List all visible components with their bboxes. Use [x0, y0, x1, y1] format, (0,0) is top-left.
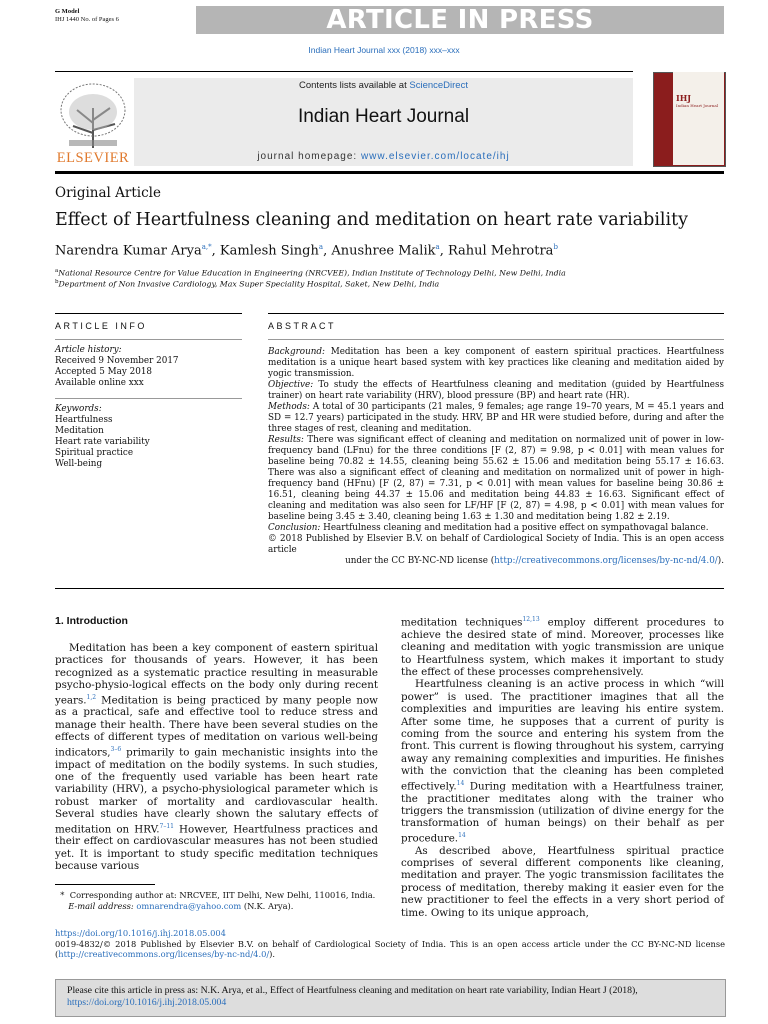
body-text: Meditation is being practiced by many people now as a practical, safe and effective tool to reduce stress and manage their health. There have been several studies on the effects of different types of meditation on various well-being indicators,	[55, 694, 378, 759]
abstract-body	[268, 347, 724, 567]
license-prefix: under the CC BY-NC-ND license (	[345, 556, 495, 566]
affil-text: National Resource Centre for Value Education in Engineering (NRCVEE), Indian Institute of Technology Delhi, New Delhi, India	[58, 268, 566, 278]
keyword: Spiritual practice	[55, 448, 134, 458]
doi-block	[55, 928, 725, 960]
sciencedirect-link[interactable]: ScienceDirect	[409, 80, 468, 91]
abstract-text: Meditation has been a key component of eastern spiritual practices. Heartfulness meditation is a unique heart based system with key practices like cleaning and meditation aided by yogic transmission.	[268, 347, 725, 379]
gmodel-label: G Model	[55, 8, 80, 15]
author-affil-mark[interactable]: a	[435, 243, 440, 251]
author-name: Narendra Kumar Arya	[55, 243, 202, 259]
footnote-line	[55, 890, 375, 901]
issn-text: 0019-4832/© 2018 Published by Elsevier B.V. on behalf of Cardiological Society of India. This is an open access article under the CC BY-NC-ND license (	[55, 938, 725, 959]
abstract-text: A total of 30 participants (21 males, 9 females; age range 19–70 years, M = 45.1 years and SD = 12.7 years) participated in the study. HRV, BP and HR were studied before, during and after the three stages of rest, cleaning and meditation.	[268, 402, 724, 434]
history-received: Received 9 November 2017	[55, 356, 179, 366]
elsevier-wordmark: ELSEVIER	[56, 150, 130, 166]
history-accepted: Accepted 5 May 2018	[55, 367, 153, 377]
contents-lists	[134, 80, 633, 91]
abstract-license	[268, 556, 724, 567]
article-history	[55, 345, 242, 389]
issn-end: ).	[269, 949, 276, 959]
footnote-text: Corresponding author at: NRCVEE, IIT Delhi, New Delhi, 110016, India.	[69, 890, 376, 900]
affiliation-b	[55, 279, 439, 289]
abstract-label: Methods:	[268, 402, 310, 412]
info-rule	[55, 313, 242, 314]
issn-line	[55, 939, 725, 960]
citation-ref[interactable]: 3–6	[110, 745, 122, 753]
keyword: Heart rate variability	[55, 437, 150, 447]
citation-ref[interactable]: 1,2	[86, 693, 97, 701]
journal-name: Indian Heart Journal	[297, 106, 470, 127]
history-online: Available online xxx	[55, 378, 144, 388]
footnote-rule	[55, 884, 155, 885]
affiliation-a	[55, 268, 566, 278]
affil-mark: a	[55, 268, 59, 274]
journal-cover-panel	[673, 72, 724, 165]
header-rule	[55, 71, 633, 72]
license-suffix: ).	[717, 556, 724, 566]
license-link[interactable]: http://creativecommons.org/licenses/by-nc-nd/4.0/	[494, 556, 718, 566]
abstract-methods	[268, 402, 724, 435]
citation-ref[interactable]: 14	[456, 779, 465, 787]
doi-link[interactable]: https://doi.org/10.1016/j.ihj.2018.05.004	[55, 928, 226, 938]
keyword: Meditation	[55, 426, 104, 436]
header-thick-rule	[55, 171, 724, 174]
homepage-prefix: journal homepage:	[257, 151, 361, 162]
abstract-background	[268, 347, 724, 380]
info-divider	[55, 339, 242, 340]
citation-ref[interactable]: 7–11	[159, 822, 174, 830]
body-text: Heartfulness cleaning is an active process in which “will power” is used. The practitioner imagines that all the complexities and impurities are leaving his entire system. After some time, he supposes that a current of purity is coming from the source and entering his system from the front. This current is flowing throughout his system, carrying away any remaining complexities and impurities. He finishes with the conviction that the cleaning has been completed effectively.	[401, 678, 724, 793]
manuscript-model	[55, 8, 119, 24]
abstract-text: Heartfulness cleaning and meditation had a positive effect on sympathovagal balance.	[323, 523, 709, 533]
journal-reference-link[interactable]: Indian Heart Journal xxx (2018) xxx–xxx	[308, 45, 460, 55]
body-column-left	[55, 642, 378, 873]
footnote-email-line	[55, 901, 375, 912]
article-in-press-text: ARTICLE IN PRESS	[326, 5, 594, 35]
keyword: Well-being	[55, 459, 103, 469]
abstract-label: Conclusion:	[268, 523, 321, 533]
history-label: Article history:	[55, 345, 122, 355]
abstract-divider	[268, 339, 724, 340]
introduction-heading: 1. Introduction	[55, 615, 128, 627]
abstract-copyright: © 2018 Published by Elsevier B.V. on behalf of Cardiological Society of India. This is an open access article	[268, 534, 724, 555]
abstract-label: Results:	[268, 435, 304, 445]
abstract-results	[268, 435, 724, 523]
abstract-conclusion	[268, 523, 724, 534]
article-title: Effect of Heartfulness cleaning and meditation on heart rate variability	[55, 210, 689, 230]
keyword: Heartfulness	[55, 415, 113, 425]
journal-homepage	[134, 151, 633, 162]
abstract-text: To study the effects of Heartfulness cleaning and meditation (guided by Heartfulness trainer) on heart rate variability (HRV), blood pressure (BP) and heart rate (HR).	[268, 380, 724, 401]
affil-text: Department of Non Invasive Cardiology, Max Super Speciality Hospital, Saket, New Delhi, India	[58, 279, 440, 289]
body-text: meditation techniques	[401, 616, 523, 629]
manuscript-id: IHJ 1440 No. of Pages 6	[55, 16, 119, 23]
cite-doi-link[interactable]: https://doi.org/10.1016/j.ihj.2018.05.004	[67, 997, 227, 1008]
author-affil-mark[interactable]: a	[318, 243, 324, 251]
footnote-mark: *	[60, 890, 65, 900]
keywords-divider	[55, 398, 242, 399]
abstract-rule	[268, 313, 724, 314]
email-suffix: (N.K. Arya).	[241, 900, 294, 911]
body-text: employ different procedures to achieve the desired state of mind. Moreover, processes like cleaning and meditation with yogic transmission are unique to Heartfulness system, which makes it important to study the effect of these processes comprehensively.	[401, 616, 724, 679]
body-paragraph: As described above, Heartfulness spiritual practice comprises of several different components like cleaning, meditation and prayer. The yogic transmission facilitates the process of meditation, thereby making it easier even for the new practitioner to feel the effects in a very short period of time. Owing to its unique approach,	[401, 844, 724, 919]
citation-ref[interactable]: 14	[458, 831, 466, 839]
keywords	[55, 404, 242, 470]
abstract-label: Objective:	[268, 380, 314, 390]
author-name: Kamlesh Singh	[219, 243, 319, 259]
license-link-footer[interactable]: http://creativecommons.org/licenses/by-nc-nd/4.0/	[58, 949, 270, 959]
email-label: E-mail address:	[68, 900, 134, 911]
author-name: Rahul Mehrotra	[447, 243, 554, 259]
author-affil-mark[interactable]: b	[553, 243, 558, 251]
homepage-link[interactable]: www.elsevier.com/locate/ihj	[360, 151, 510, 162]
author-name: Anushree Malik	[331, 243, 436, 259]
body-column-right	[401, 614, 724, 919]
cover-subtitle: Indian Heart Journal	[676, 103, 718, 108]
body-paragraph	[401, 614, 724, 678]
abstract-bottom-rule	[55, 588, 724, 589]
abstract-heading: ABSTRACT	[268, 321, 337, 331]
body-text: However, Heartfulness practices and their effect on cardiovascular measures has not been studied yet. It is important to study specific meditation techniques because various	[55, 822, 378, 873]
affil-mark: b	[55, 279, 59, 285]
author-list: Narendra Kumar Arya$^{a,*}$, Kamlesh Singh$^a$, Anushree Malik$^a$, Rahul Mehrotra$^b$	[55, 243, 558, 259]
cite-notice	[67, 985, 722, 1009]
abstract-label: Background:	[268, 347, 326, 357]
citation-ref[interactable]: 12,13	[522, 616, 540, 623]
cover-title: IHJ	[676, 93, 692, 103]
corresponding-author-note	[55, 890, 375, 911]
body-paragraph	[55, 642, 378, 873]
article-type: Original Article	[55, 185, 161, 201]
cite-text: Please cite this article in press as: N.K. Arya, et al., Effect of Heartfulness cleaning and meditation on heart rate variability, Indian Heart J (2018),	[67, 985, 638, 996]
body-paragraph	[401, 678, 724, 844]
author-affil-mark[interactable]: a,*	[201, 243, 212, 251]
contents-prefix: Contents lists available at	[299, 80, 410, 91]
article-info-heading: ARTICLE INFO	[55, 321, 147, 331]
body-text: primarily to gain mechanistic insights into the impact of meditation on the bodily systems. In such studies, one of the frequently used variable has been heart rate variability (HRV), a psycho-physiological parameter which is robust marker of mortality and cardiovascular health. Several studies have clearly shown the salutary effects of meditation on HRV.	[55, 746, 378, 835]
keywords-label: Keywords:	[55, 404, 102, 414]
abstract-objective	[268, 380, 724, 402]
abstract-text: There was significant effect of cleaning and meditation on normalized unit of power in low-frequency band (LFnu) for the three conditions [F (2, 87) = 9.98, p < 0.01] with mean values for baseline being 70.82 ± 14.55, cleaning being 55.62 ± 15.06 and meditation being 55.17 ± 16.63. There was also a significant effect of cleaning and meditation on normalized unit of power in high-frequency band (HFnu) [F (2, 87) = 7.31, p < 0.01] with mean values for baseline being 30.86 ± 16.51, cleaning being 44.37 ± 15.06 and meditation being 44.83 ± 16.63. Significant effect of cleaning and meditation was also seen for LF/HF [F (2, 87) = 4.98, p < 0.01] with mean values for baseline being 3.45 ± 3.40, cleaning being 1.63 ± 1.30 and meditation being 1.82 ± 2.19.	[268, 435, 724, 522]
email-link[interactable]: omnarendra@yahoo.com	[136, 900, 242, 911]
body-text: During meditation with a Heartfulness trainer, the practitioner meditates along with the trainer who triggers the transmission (utilization of divine energy for the transformation of human beings) on their behalf as per procedure.	[401, 780, 724, 845]
body-text: Meditation has been a key component of eastern spiritual practices for thousands of years. However, it has been recognized as a systematic practice resulting in measurable psycho-physio-logical effects on the body only during recent years.	[55, 642, 378, 707]
